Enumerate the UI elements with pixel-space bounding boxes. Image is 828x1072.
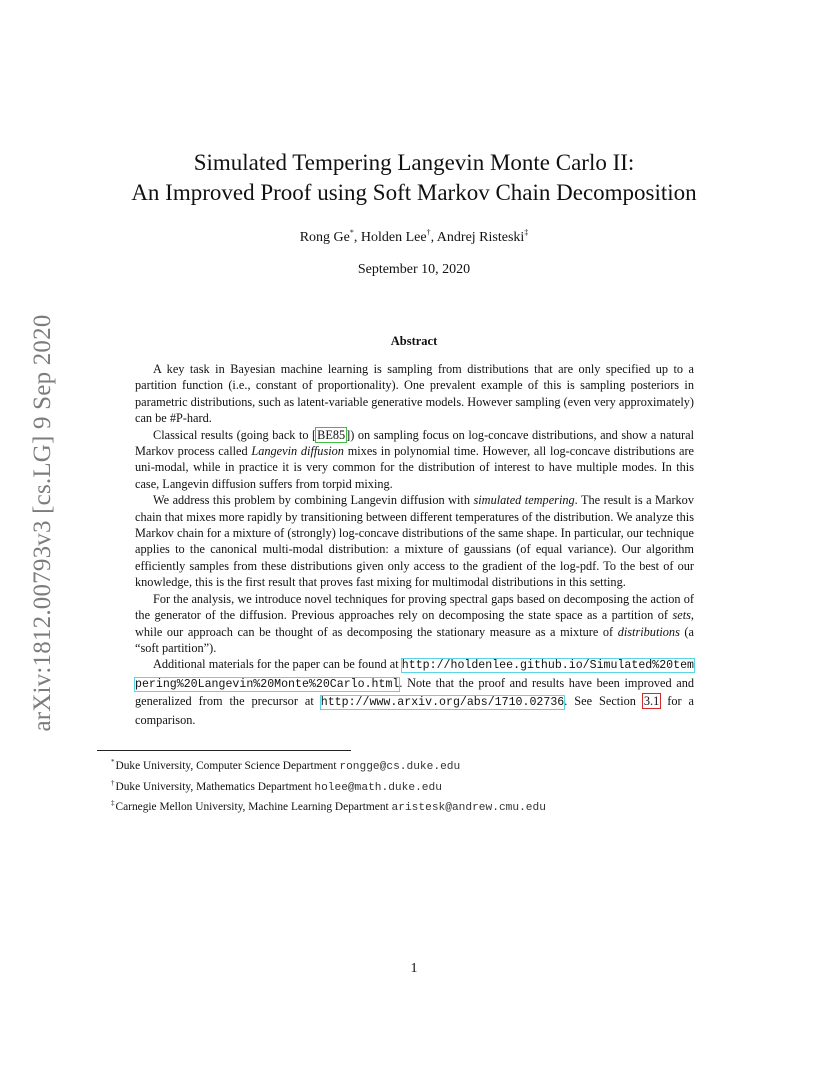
footnote-mark: * <box>111 758 115 766</box>
materials-url-link[interactable]: http://holdenlee.github.io/Simulated%20tempering%20Langevin%20Monte%20Carlo.html <box>135 659 694 691</box>
footnote-mark: † <box>111 778 115 787</box>
author-footnote-mark[interactable]: ‡ <box>524 228 529 237</box>
author-name: Rong Ge <box>299 230 350 245</box>
abstract-paragraph-4 <box>135 591 694 657</box>
text-run: . See Section <box>564 694 643 709</box>
page-number: 1 <box>410 961 418 976</box>
abstract-paragraph-2 <box>135 427 694 493</box>
footnote-divider <box>97 750 351 751</box>
author-name: Holden Lee <box>360 230 427 245</box>
author-footnote-mark[interactable]: * <box>349 228 354 237</box>
citation-link[interactable]: BE85 <box>317 427 346 442</box>
section-reference-link[interactable]: 3.1 <box>643 694 660 709</box>
footnote-email: aristesk@andrew.cmu.edu <box>391 802 546 814</box>
paper-title <box>0 148 828 208</box>
footnote-email: holee@math.duke.edu <box>314 781 442 794</box>
footnote-email: rongge@cs.duke.edu <box>339 761 461 773</box>
footnote-item <box>111 776 546 797</box>
paper-date: September 10, 2020 <box>357 262 471 277</box>
text-run: ]) on sampling focus on log-concave distributions, and show a natural Markov process called <box>135 427 694 459</box>
footnote-item <box>111 796 546 817</box>
emphasis-text: simulated tempering <box>473 493 575 508</box>
text-run: mixes in polynomial time. However, all log-concave distributions are uni-modal, while in practice it is very common for the distribution of interest to have multiple modes. In this case, Langevin diffusion suffers from torpid mixing. <box>135 444 695 491</box>
footnote-affiliation: Duke University, Computer Science Department <box>115 760 340 772</box>
footnotes <box>111 755 546 817</box>
abstract-paragraph-5 <box>135 656 694 728</box>
footnote-mark: ‡ <box>111 799 115 807</box>
precursor-url-link[interactable]: http://www.arxiv.org/abs/1710.02736 <box>320 696 565 710</box>
title-line-1: Simulated Tempering Langevin Monte Carlo II: <box>193 150 635 175</box>
abstract-paragraph-3 <box>135 492 694 590</box>
text-run: (a “soft partition”). <box>135 624 694 655</box>
footnote-affiliation: Carnegie Mellon University, Machine Learning Department <box>115 801 392 813</box>
text-run: For the analysis, we introduce novel techniques for proving spectral gaps based on decomposing the action of the generator of the diffusion. Previous approaches rely on decomposing the state space as a partition of <box>135 591 694 623</box>
author-name: Andrej Risteski <box>436 230 525 245</box>
emphasis-text: Langevin diffusion <box>251 444 344 459</box>
text-run: . The result is a Markov chain that mixes more rapidly by transitioning between different temperatures of the distribution. We analyze this Markov chain for a mixture of (strongly) log-concave distributions of the same shape. In particular, our technique applies to the canonical multi-modal distribution: a mixture of gaussians (of equal variance). Our algorithm efficiently samples from these distributions given only access to the gradient of the log-pdf. To the best of our knowledge, this is the first result that proves fast mixing for multimodal distributions in this setting. <box>135 493 694 590</box>
title-line-2: An Improved Proof using Soft Markov Chain Decomposition <box>131 180 697 205</box>
emphasis-text: sets <box>672 608 691 623</box>
text-run: for a comparison. <box>135 694 694 727</box>
arxiv-side-stamp: arXiv:1812.00793v3 [cs.LG] 9 Sep 2020 <box>29 314 56 732</box>
abstract-heading: Abstract <box>390 334 438 348</box>
text-run: . Note that the proof and results have been improved and generalized from the precursor at <box>135 675 694 709</box>
text-run: , while our approach can be thought of as decomposing the stationary measure as a mixture of <box>135 608 694 639</box>
author-list: Rong Ge*, Holden Lee†, Andrej Risteski‡ <box>299 228 529 245</box>
text-run: Classical results (going back to [ <box>153 427 317 442</box>
emphasis-text: distributions <box>617 624 680 639</box>
abstract-body <box>135 361 694 728</box>
text-run: Additional materials for the paper can be found at <box>153 657 402 672</box>
footnote-affiliation: Duke University, Mathematics Department <box>115 780 315 793</box>
footnote-item <box>111 755 546 776</box>
text-run: We address this problem by combining Langevin diffusion with <box>153 493 474 508</box>
author-footnote-mark[interactable]: † <box>426 228 431 237</box>
abstract-paragraph-1: A key task in Bayesian machine learning is sampling from distributions that are only specified up to a partition function (i.e., constant of proportionality). One prevalent example of this is sampling posteriors in parametric distributions, such as latent-variable generative models. However sampling (even very approximately) can be #P-hard. <box>135 362 694 426</box>
